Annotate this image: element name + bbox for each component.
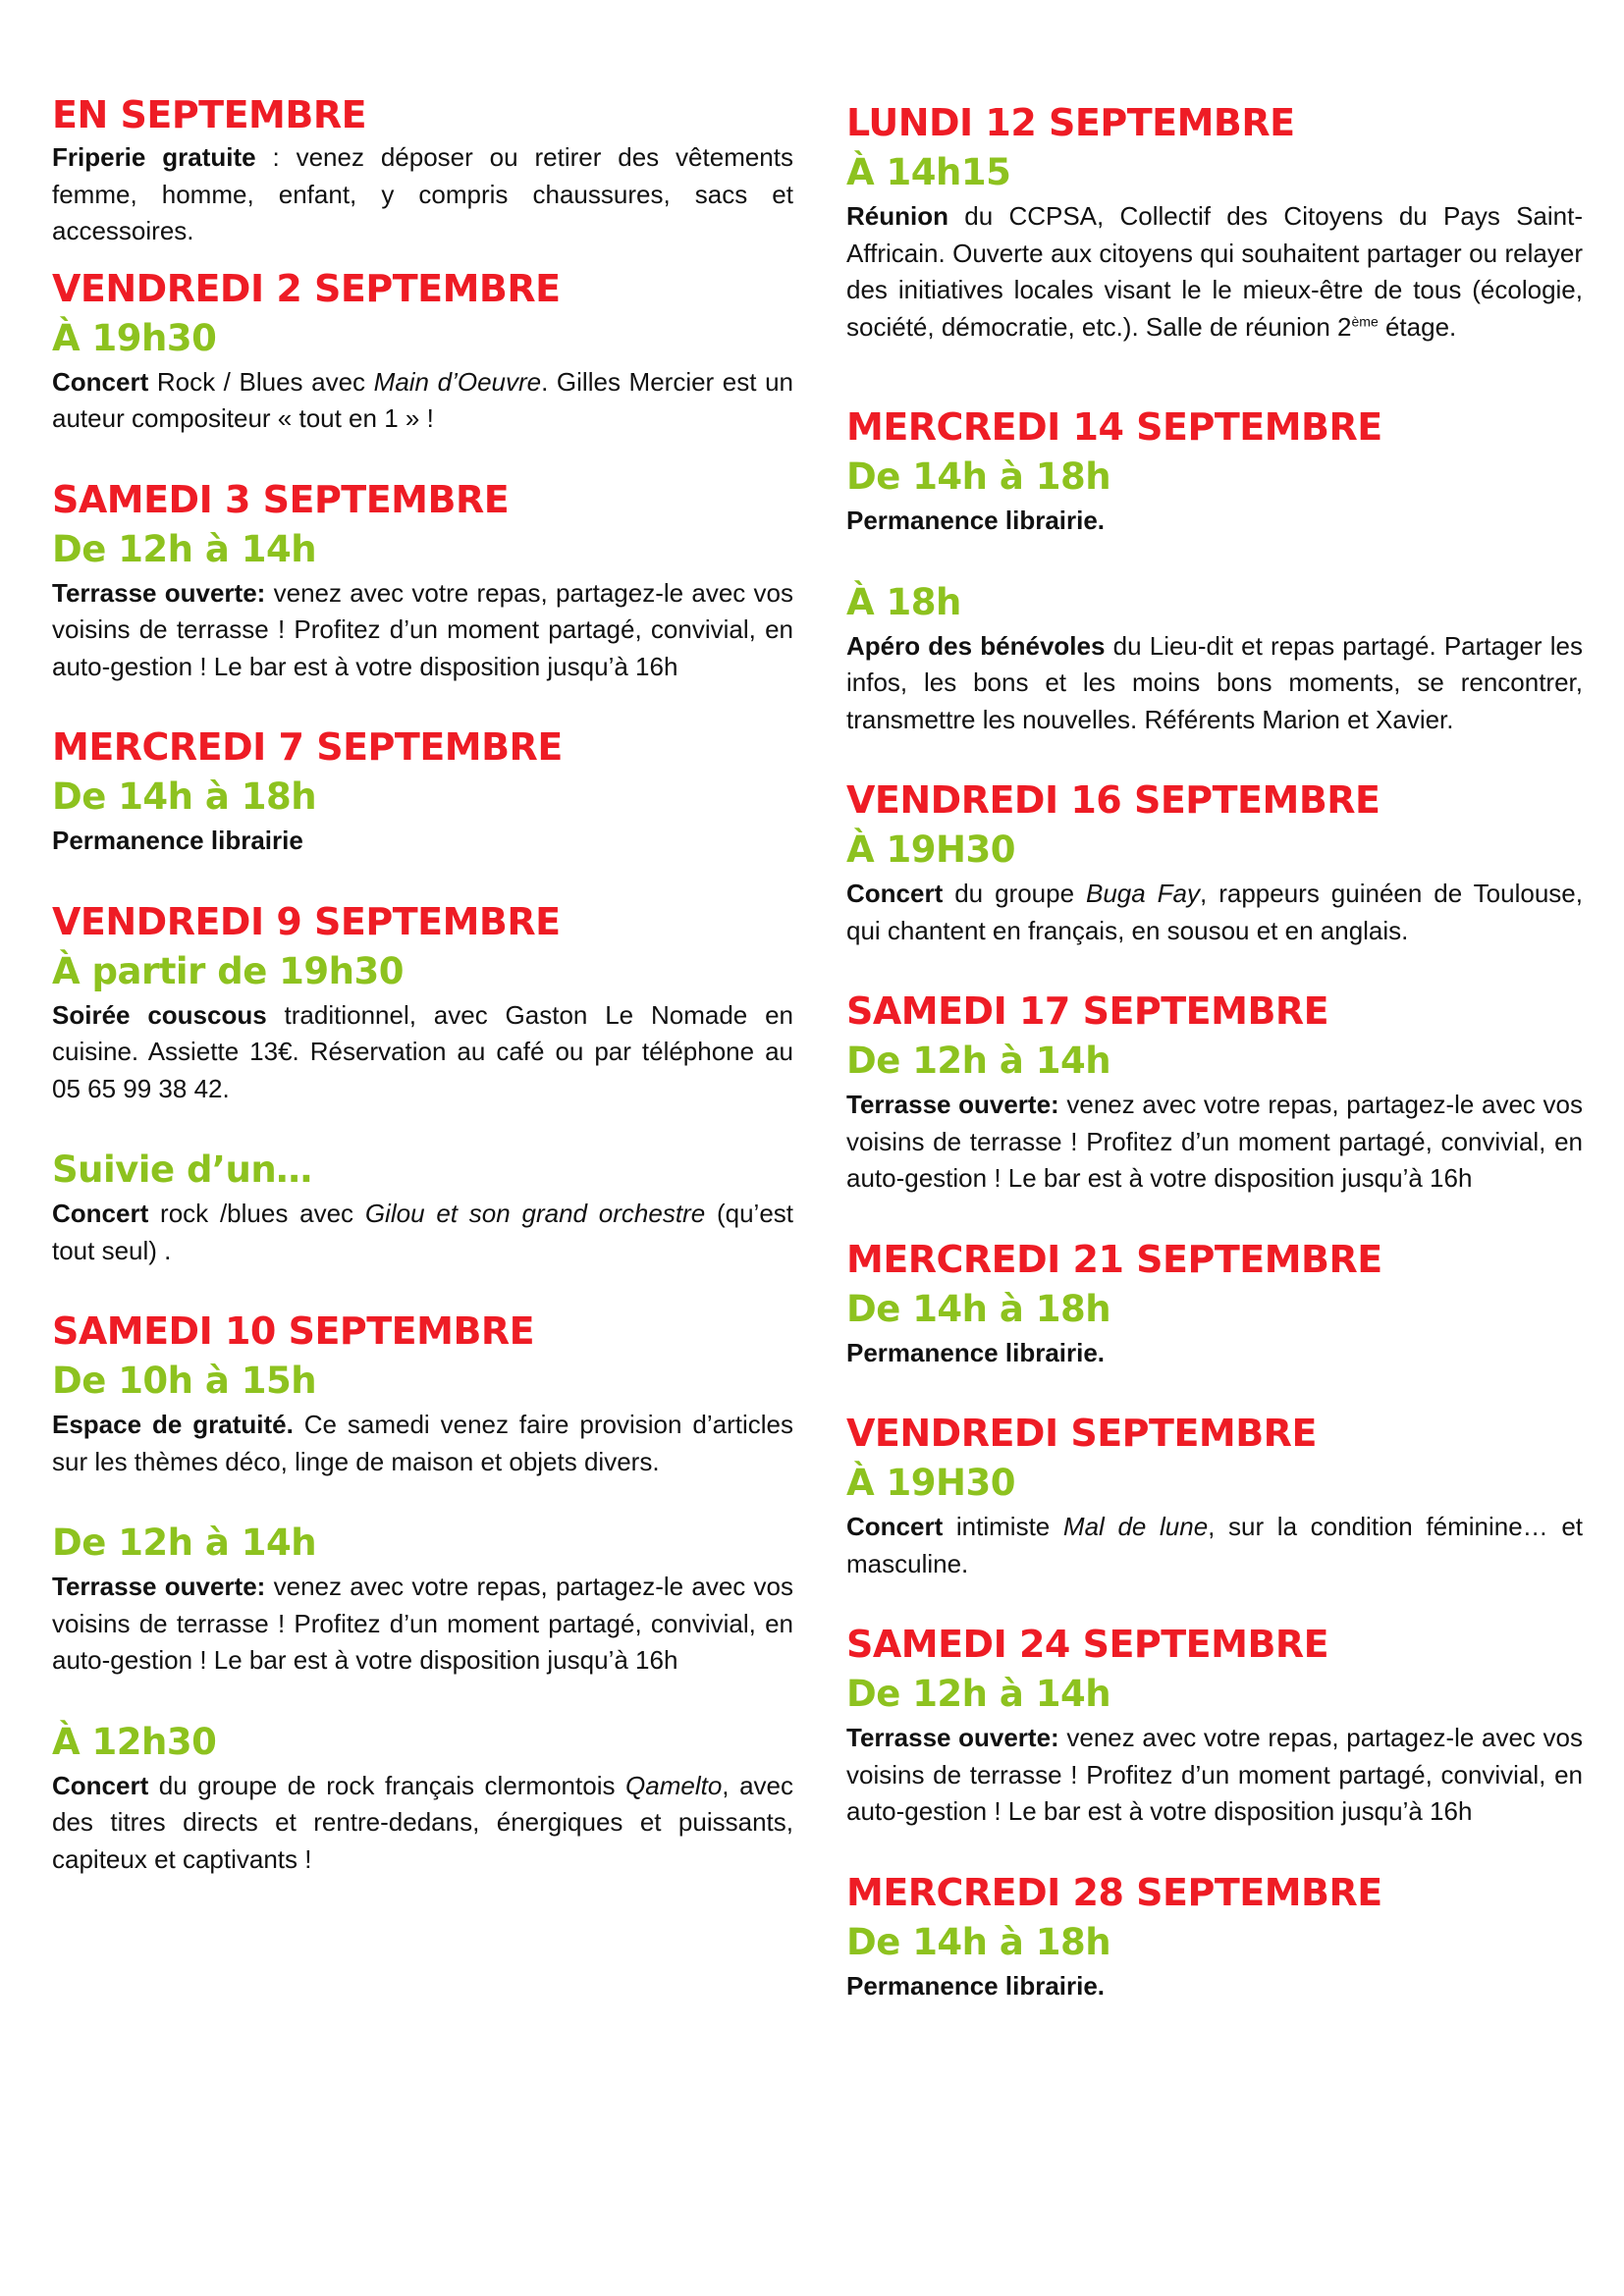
event-time: À 12h30	[52, 1720, 217, 1763]
event-time: À 19H30	[846, 828, 1015, 871]
event-time: De 12h à 14h	[52, 1522, 317, 1564]
event-librairie-14	[846, 402, 1583, 540]
event-description: Concert rock /blues avec Gilou et son grand orchestre (qu’est tout seul) .	[52, 1199, 793, 1265]
event-concert-mal-de-lune	[846, 1409, 1583, 1582]
event-terrasse-24	[846, 1620, 1583, 1831]
event-time: De 12h à 14h	[846, 1040, 1111, 1082]
event-description: Soirée couscous traditionnel, avec Gaston Le Nomade en cuisine. Assiette 13€. Réservation au café ou par téléphone au 05 65 99 38 42.	[52, 999, 794, 1103]
event-date: SAMEDI 10 SEPTEMBRE	[52, 1309, 535, 1353]
event-date: MERCREDI 7 SEPTEMBRE	[52, 725, 563, 769]
event-reunion-ccpsa	[846, 98, 1583, 346]
event-description: Permanence librairie.	[846, 506, 1106, 535]
event-time: De 10h à 15h	[52, 1360, 317, 1402]
event-concert-buga-fay	[846, 775, 1583, 949]
event-date: MERCREDI 21 SEPTEMBRE	[846, 1237, 1382, 1281]
event-time: De 12h à 14h	[52, 527, 317, 570]
event-date: SAMEDI 24 SEPTEMBRE	[846, 1623, 1329, 1666]
event-time: De 14h à 18h	[846, 1920, 1111, 1963]
event-time: De 14h à 18h	[52, 775, 317, 818]
event-date: MERCREDI 28 SEPTEMBRE	[846, 1870, 1382, 1914]
event-date: VENDREDI 16 SEPTEMBRE	[846, 778, 1380, 822]
event-concert-main-doeuvre	[52, 264, 793, 438]
event-librairie-28	[846, 1868, 1583, 2005]
event-description: Espace de gratuité. Ce samedi venez faire provision d’articles sur les thèmes déco, linge de maison et objets divers.	[52, 1410, 793, 1476]
event-description: Concert intimiste Mal de lune, sur la condition féminine… et masculine.	[846, 1512, 1584, 1578]
event-couscous	[52, 897, 793, 1108]
event-librairie-7	[52, 722, 793, 860]
event-date: VENDREDI 2 SEPTEMBRE	[52, 266, 561, 310]
event-description: Terrasse ouverte: venez avec votre repas, partagez-le avec vos voisins de terrasse ! Profitez d’un moment partagé, convivial, en auto-gestion ! Le bar est à votre disposition jusqu’à 16h	[52, 577, 794, 681]
event-terrasse-10	[52, 1518, 793, 1680]
event-date: VENDREDI SEPTEMBRE	[846, 1412, 1317, 1455]
right-column	[846, 98, 1583, 2004]
event-description: Permanence librairie.	[846, 1970, 1106, 2001]
event-date: SAMEDI 3 SEPTEMBRE	[52, 477, 510, 521]
event-time: Suivie d’un…	[52, 1148, 312, 1191]
event-terrasse-3	[52, 475, 793, 686]
event-description: Réunion du CCPSA, Collectif des Citoyens du Pays Saint-Affricain. Ouverte aux citoyens qui souhaitent partager ou relayer des initiatives locales visant le le mieux-être de tous (écologie, société, démocratie, etc.). Salle de réunion 2ème étage.	[846, 201, 1583, 342]
event-description: Concert du groupe de rock français clermontois Qamelto, avec des titres directs et rentre-dedans, énergiques et puissants, capiteux et captivants !	[52, 1770, 793, 1874]
event-time: De 14h à 18h	[846, 455, 1111, 498]
event-friperie	[52, 90, 793, 250]
left-column	[52, 90, 793, 1878]
event-description: Concert Rock / Blues avec Main d’Oeuvre. Gilles Mercier est un auteur compositeur « tout en 1 » !	[52, 366, 794, 433]
event-description: Terrasse ouverte: venez avec votre repas, partagez-le avec vos voisins de terrasse ! Profitez d’un moment partagé, convivial, en auto-gestion ! Le bar est à votre disposition jusqu’à 16h	[52, 1572, 794, 1675]
event-description: Terrasse ouverte: venez avec votre repas, partagez-le avec vos voisins de terrasse ! Profitez d’un moment partagé, convivial, en auto-gestion ! Le bar est à votre disposition jusqu’à 16h	[846, 1723, 1584, 1826]
event-date: SAMEDI 17 SEPTEMBRE	[846, 989, 1329, 1033]
event-description: Friperie gratuite : venez déposer ou retirer des vêtements femme, homme, enfant, y compris chaussures, sacs et accessoires.	[52, 142, 793, 245]
event-description: Terrasse ouverte: venez avec votre repas, partagez-le avec vos voisins de terrasse ! Profitez d’un moment partagé, convivial, en auto-gestion ! Le bar est à votre disposition jusqu’à 16h	[846, 1090, 1584, 1193]
event-date: VENDREDI 9 SEPTEMBRE	[52, 899, 561, 943]
event-time: À 14h15	[846, 151, 1011, 193]
event-description: Concert du groupe Buga Fay, rappeurs guinéen de Toulouse, qui chantent en français, en sousou et en anglais.	[846, 879, 1583, 945]
event-description: Permanence librairie	[52, 826, 303, 855]
event-date: EN SEPTEMBRE	[52, 93, 367, 136]
event-description: Permanence librairie.	[846, 1337, 1106, 1367]
event-concert-qamelto	[52, 1717, 793, 1879]
event-time: À 19H30	[846, 1462, 1015, 1504]
event-time: À 18h	[846, 580, 961, 623]
event-apero-benevoles	[846, 577, 1583, 739]
event-date: MERCREDI 14 SEPTEMBRE	[846, 405, 1382, 449]
event-terrasse-17	[846, 987, 1583, 1198]
event-librairie-21	[846, 1235, 1583, 1372]
event-time: À partir de 19h30	[52, 949, 404, 992]
event-date: LUNDI 12 SEPTEMBRE	[846, 101, 1295, 144]
event-gratuite	[52, 1307, 793, 1480]
event-description: Apéro des bénévoles du Lieu-dit et repas partagé. Partager les infos, les bons et les moins bons moments, se rencontrer, transmettre les nouvelles. Référents Marion et Xavier.	[846, 630, 1583, 734]
event-time: De 14h à 18h	[846, 1287, 1111, 1330]
event-concert-gilou	[52, 1145, 793, 1269]
event-time: À 19h30	[52, 316, 217, 359]
event-time: De 12h à 14h	[846, 1673, 1111, 1715]
